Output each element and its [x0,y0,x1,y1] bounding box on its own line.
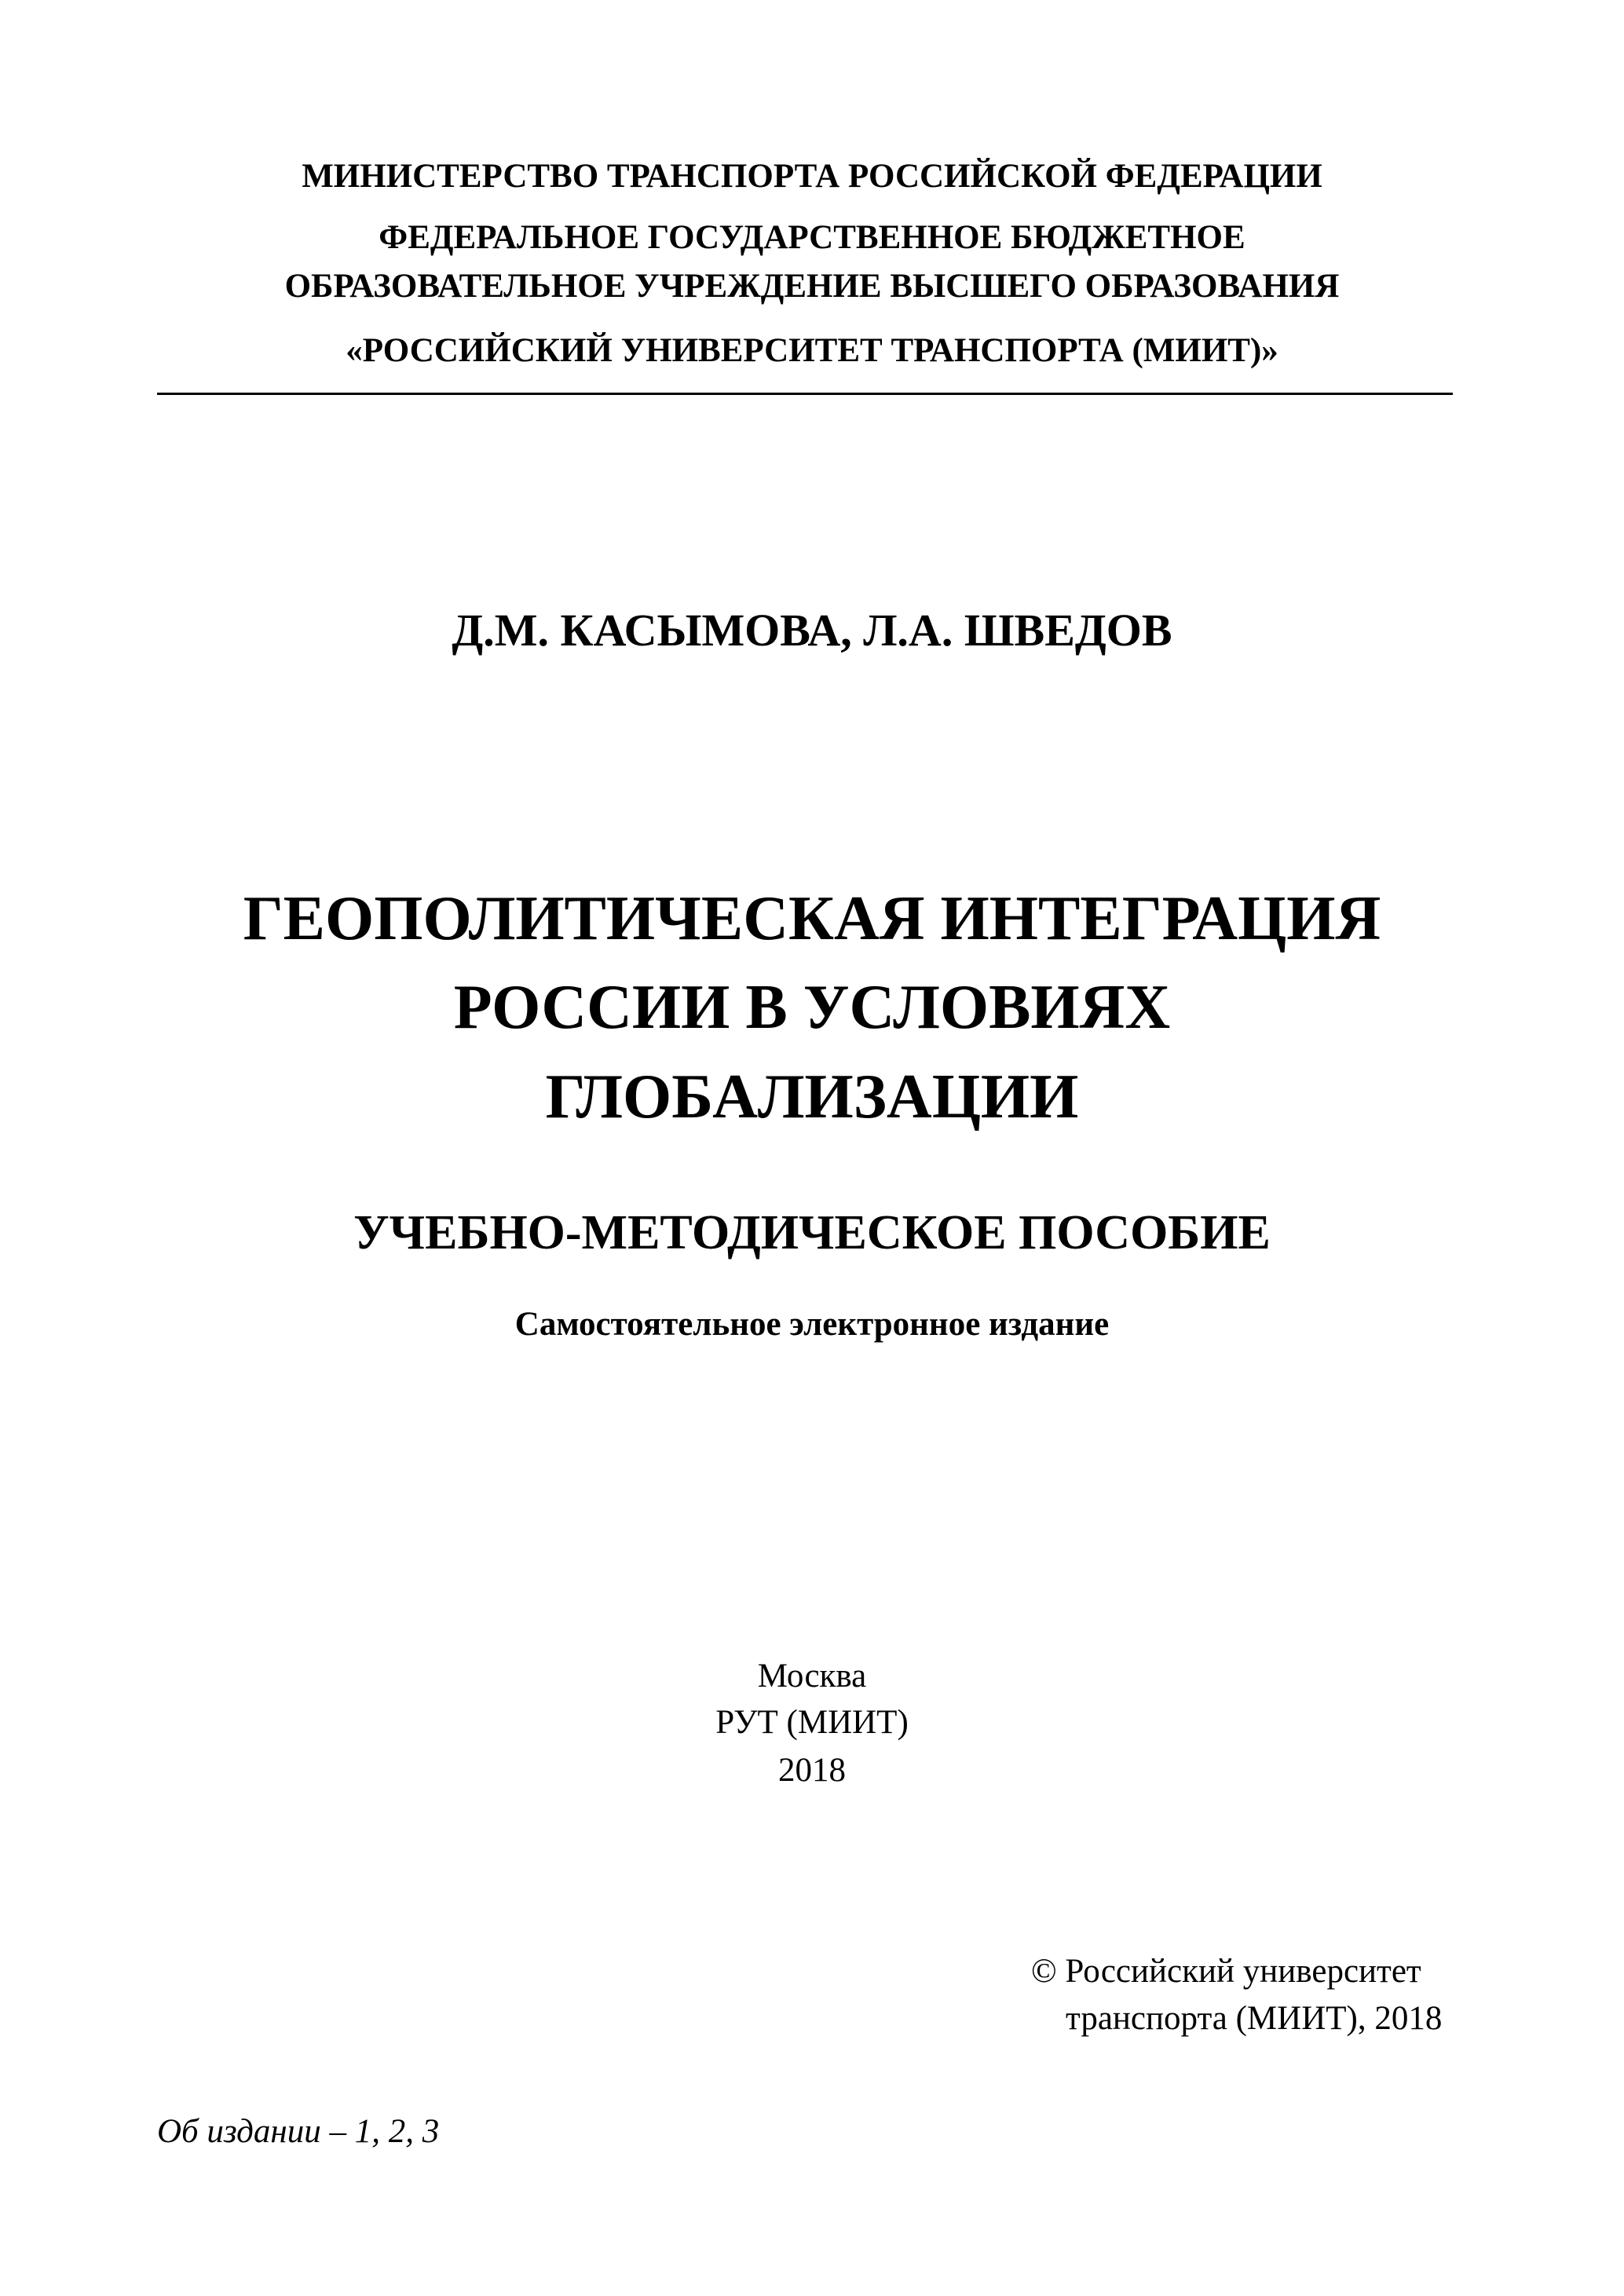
title-line3: ГЛОБАЛИЗАЦИИ [545,1062,1079,1132]
imprint-year: 2018 [778,1752,846,1789]
institution-name-line2: ОБРАЗОВАТЕЛЬНОЕ УЧРЕЖДЕНИЕ ВЫСШЕГО ОБРАЗОВАНИЯ [284,268,1340,305]
institution-name-line1: ФЕДЕРАЛЬНОЕ ГОСУДАРСТВЕННОЕ БЮДЖЕТНОЕ [379,219,1245,256]
imprint-city: Москва [757,1658,867,1695]
document-type: УЧЕБНО-МЕТОДИЧЕСКОЕ ПОСОБИЕ [353,1206,1271,1260]
ministry-name: МИНИСТЕРСТВО ТРАНСПОРТА РОССИЙСКОЙ ФЕДЕРАЦИИ [302,158,1322,195]
copyright-line1: © Российский университет [1031,1953,1421,1990]
copyright-line2: транспорта (МИИТ), 2018 [1066,2000,1443,2037]
about-edition-note: Об издании – 1, 2, 3 [157,2113,440,2150]
imprint-publisher: РУТ (МИИТ) [715,1704,909,1741]
title-line2: РОССИИ В УСЛОВИЯХ [453,973,1171,1042]
authors: Д.М. КАСЫМОВА, Л.А. ШВЕДОВ [452,605,1172,656]
edition-note: Самостоятельное электронное издание [514,1306,1110,1343]
university-name: «РОССИЙСКИЙ УНИВЕРСИТЕТ ТРАНСПОРТА (МИИТ)» [346,332,1278,369]
header-divider [157,393,1453,395]
title-line1: ГЕОПОЛИТИЧЕСКАЯ ИНТЕГРАЦИЯ [243,884,1381,953]
